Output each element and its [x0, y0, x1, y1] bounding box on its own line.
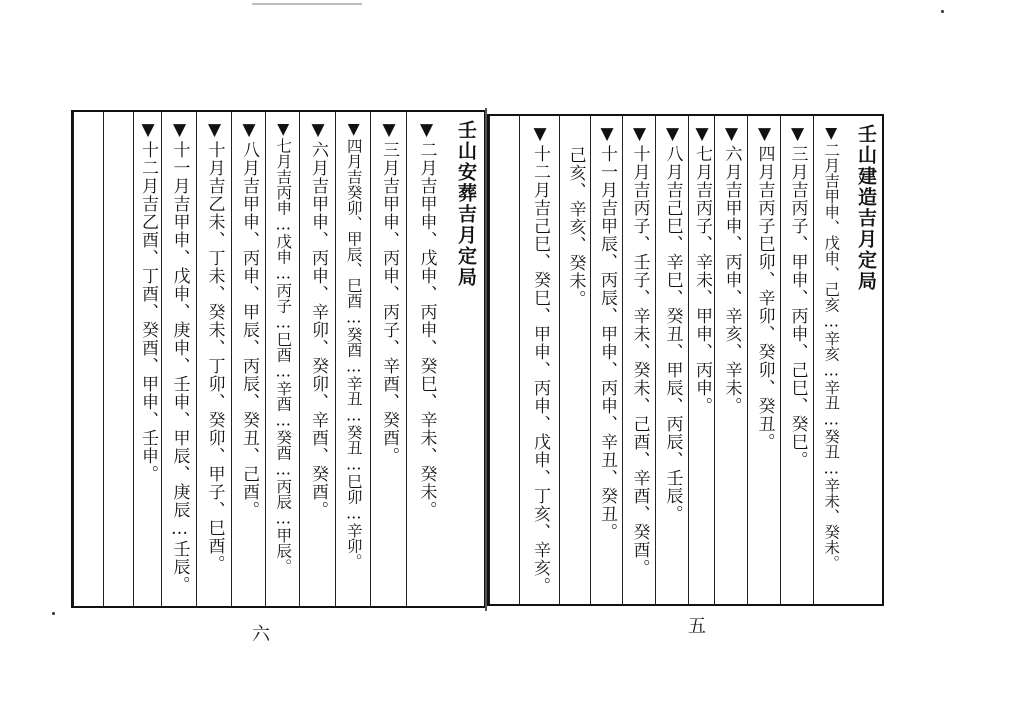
right-row — [813, 116, 847, 604]
left-row-text: ▼十一月吉甲申、戊申、庚申、壬申、甲辰、庚辰…壬辰。 — [169, 120, 190, 594]
right-row — [655, 116, 688, 604]
left-row-text: ▼四月吉癸卯、甲辰、巳酉…癸酉…辛丑…癸丑…巳卯…辛卯。 — [344, 120, 363, 569]
left-row — [299, 112, 335, 606]
left-row-text: ▼十月吉乙未、丁未、癸未、丁卯、癸卯、甲子、巳酉。 — [204, 120, 225, 573]
scan-speck — [52, 612, 55, 615]
left-empty-column — [73, 112, 103, 606]
left-row — [161, 112, 196, 606]
left-row — [196, 112, 231, 606]
right-empty-column — [489, 116, 519, 604]
left-row-text: ▼二月吉甲申、戊申、丙申、癸巳、辛未、癸未。 — [416, 120, 437, 519]
right-row — [714, 116, 747, 604]
right-row-text: ▼七月吉丙子、辛未、甲申、丙申。 — [692, 124, 712, 415]
left-row — [133, 112, 161, 606]
left-empty-column — [103, 112, 133, 606]
left-title-column — [445, 112, 486, 606]
scan-artifact-line — [252, 3, 362, 5]
scan-speck — [941, 10, 944, 13]
right-row-text: ▼六月吉甲申、丙申、辛亥、辛未。 — [721, 124, 742, 415]
right-row — [519, 116, 559, 604]
right-row-text: ▼二月吉甲申、戊申、己亥…辛亥…辛丑…癸丑…辛未、癸未。 — [822, 124, 841, 571]
left-page-title: 壬山安葬吉月定局 — [455, 120, 477, 288]
left-row — [406, 112, 445, 606]
right-row — [747, 116, 780, 604]
left-row-text: ▼六月吉甲申、丙申、辛卯、癸卯、辛酉、癸酉。 — [308, 120, 328, 519]
right-row — [622, 116, 655, 604]
right-row-text: ▼四月吉丙子巳卯、辛卯、癸卯、癸丑。 — [754, 124, 775, 451]
right-page-number: 五 — [688, 616, 706, 637]
left-row-text: ▼七月吉丙申…戊申…丙子…巳酉…辛酉…癸酉…丙辰…甲辰。 — [274, 120, 293, 574]
left-row — [335, 112, 370, 606]
left-row — [265, 112, 299, 606]
right-row-text: ▼十二月吉己巳、癸巳、甲申、丙申、戊申、丁亥、辛亥。 — [530, 124, 550, 595]
right-row-text: ▼八月吉己巳、辛巳、癸丑、甲辰、丙辰、壬辰。 — [662, 124, 683, 523]
right-row — [590, 116, 622, 604]
left-row-text: ▼八月吉甲申、丙申、甲辰、丙辰、癸丑、己酉。 — [239, 120, 259, 519]
right-row — [559, 116, 590, 604]
right-row-text: ▼十月吉丙子、壬子、辛未、癸未、己酉、辛酉、癸酉。 — [629, 124, 650, 577]
right-page-title: 壬山建造吉月定局 — [855, 124, 877, 292]
left-row — [231, 112, 265, 606]
right-title-column — [847, 116, 884, 604]
left-page-frame — [71, 110, 486, 608]
left-row — [370, 112, 406, 606]
left-row-text: ▼十二月吉乙酉、丁酉、癸酉、甲申、壬申。 — [138, 120, 158, 483]
right-row — [688, 116, 714, 604]
right-row-text: ▼十一月吉甲辰、丙辰、甲申、丙申、辛丑、癸丑。 — [597, 124, 617, 541]
left-row-text: ▼三月吉甲申、丙申、丙子、辛酉、癸酉。 — [379, 120, 399, 465]
right-page-frame — [487, 114, 884, 606]
right-row — [780, 116, 813, 604]
right-row-text: 己亥、辛亥、癸未。 — [565, 146, 586, 308]
right-row-text: ▼三月吉丙子、甲申、丙申、己巳、癸巳。 — [787, 124, 808, 469]
spine-divider — [485, 108, 487, 611]
left-page-number: 六 — [252, 624, 270, 645]
